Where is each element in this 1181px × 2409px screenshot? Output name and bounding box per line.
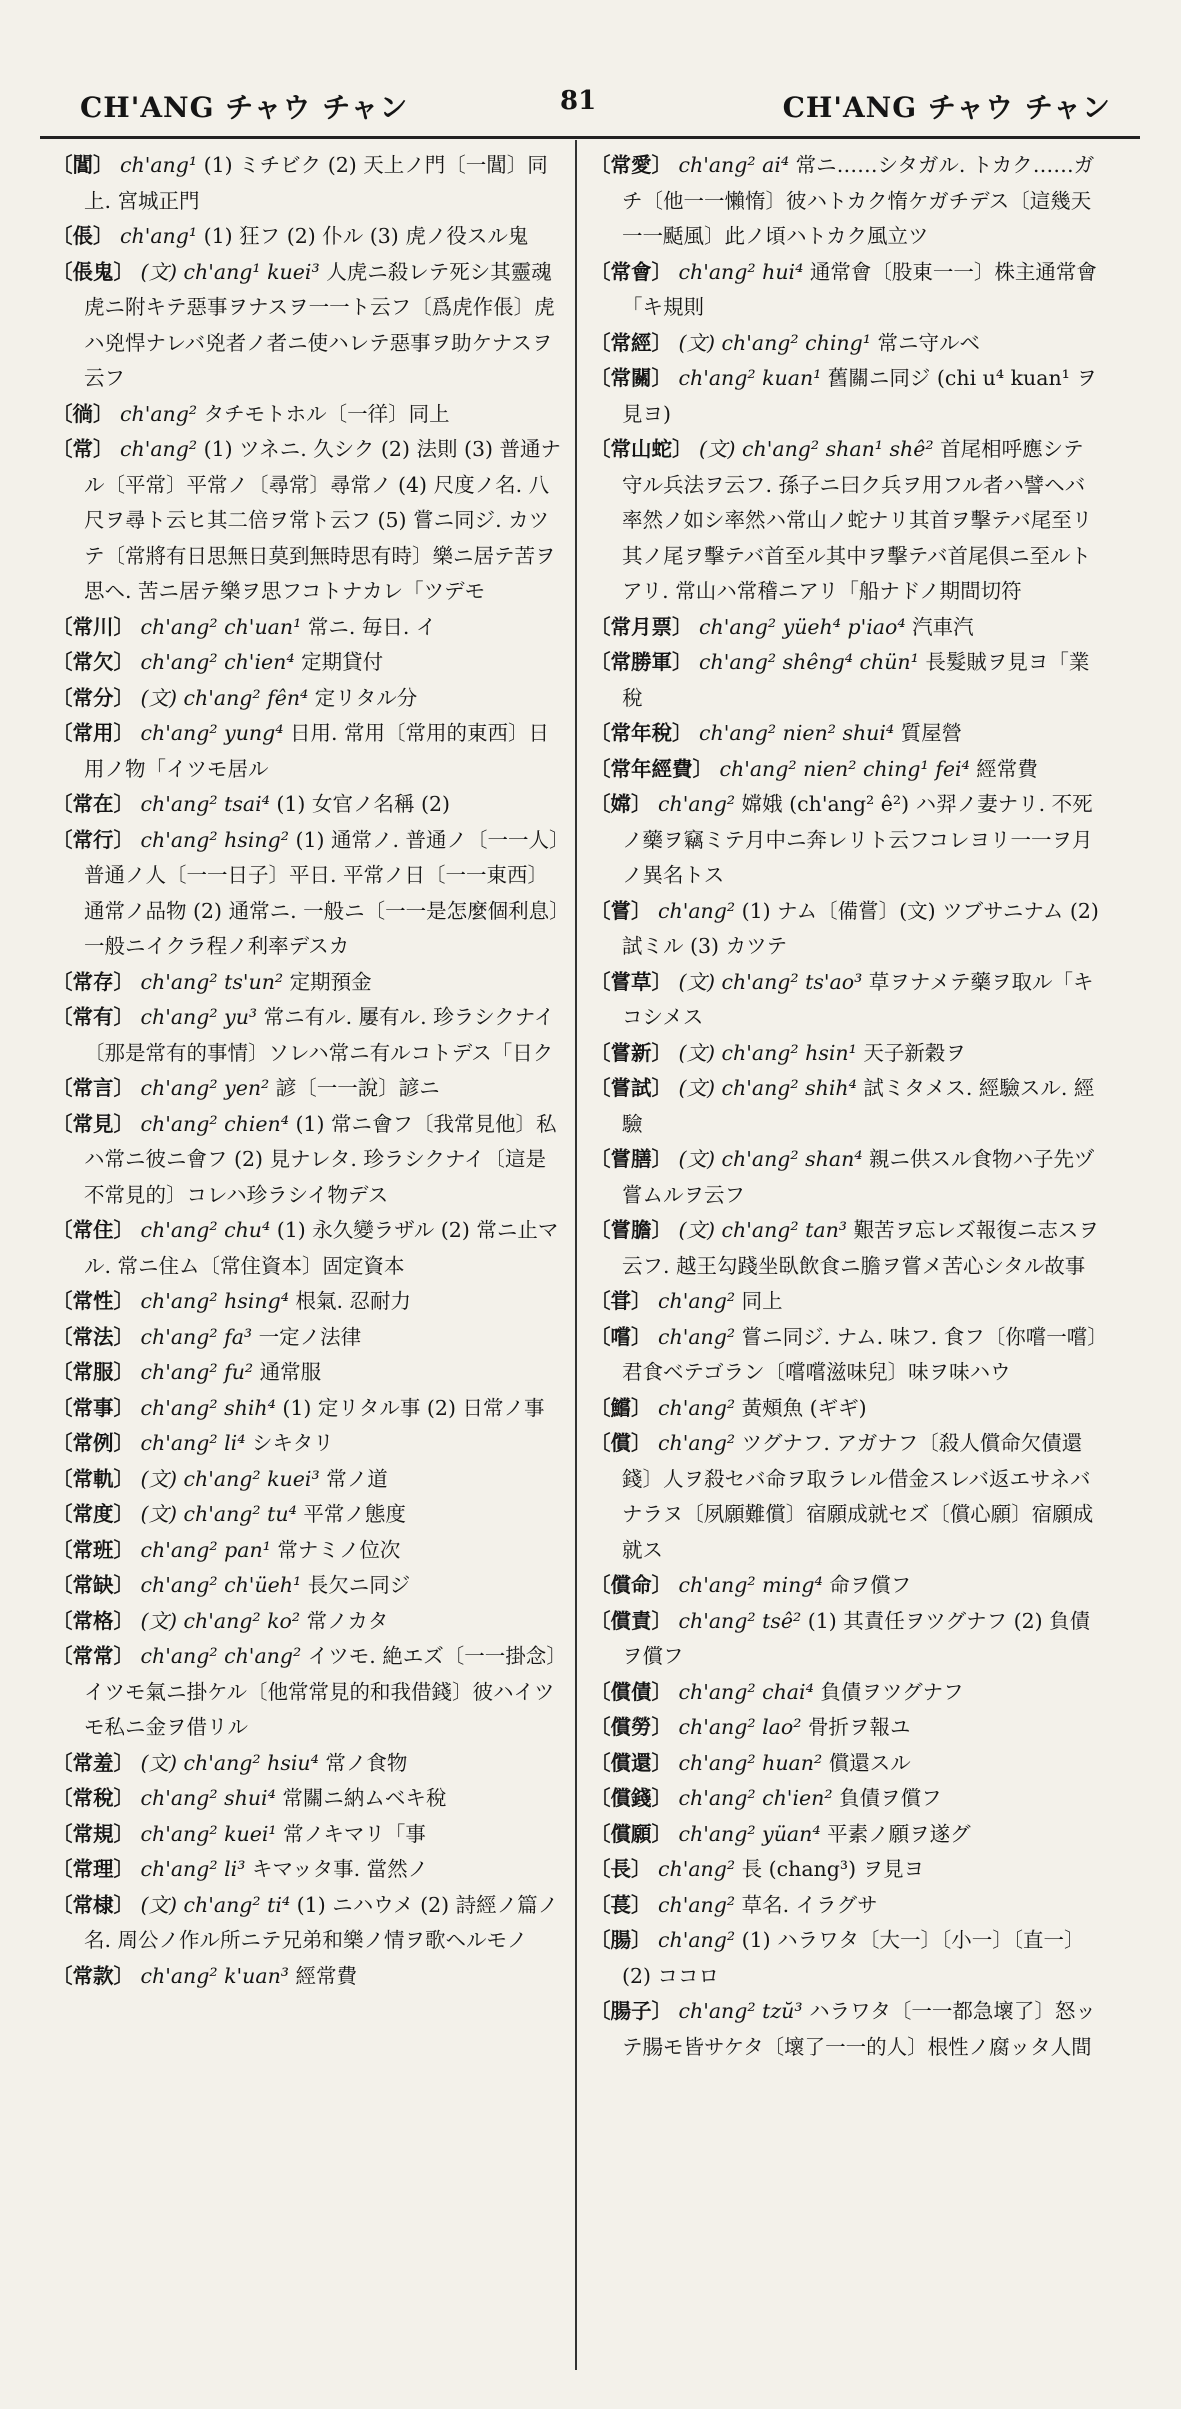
entry-definition: (1) 其責任ヲツグナフ (2) 負債ヲ償フ [622,1608,1091,1668]
dictionary-entry [590,645,1100,716]
entry-definition: シキタリ [245,1431,334,1455]
entry-definition: 長髮賊ヲ見ヨ「業稅 [622,650,1090,710]
entry-headword: 〔常用〕 [52,721,134,745]
entry-romanization: (文) ch'ang² shan¹ shê² [692,437,934,461]
dictionary-entry [52,787,562,823]
dictionary-entry [590,610,1100,646]
entry-romanization: ch'ang² shui⁴ [134,1786,276,1810]
entry-headword: 〔常理〕 [52,1857,134,1881]
entry-definition: 質屋營 [894,721,963,745]
entry-headword: 〔償願〕 [590,1821,672,1846]
entry-headword: 〔常愛〕 [590,153,672,177]
entry-definition: (1) ツネニ. 久シク (2) 法則 (3) 普通ナル〔平常〕平常ノ〔尋常〕尋常ノ (4) 尺度ノ名. 八尺ヲ尋ト云ヒ其二倍ヲ常ト云フ (5) 嘗ニ同ジ. カツテ〔常將有日思無日莫到無時思有時〕樂ニ居テ苦ヲ思ヘ. 苦ニ居テ樂ヲ思フコトナカレ「ツデモ [84,437,562,603]
entry-romanization: (文) ch'ang² kuei³ [134,1466,320,1491]
entry-definition: 常ニ. 毎日. イ [301,614,437,639]
entry-headword: 〔常經〕 [590,330,672,355]
dictionary-entry [52,219,562,255]
entry-headword: 〔嘗草〕 [590,969,672,994]
entry-headword: 〔常棣〕 [52,1892,134,1917]
entry-definition: 嫦娥 (ch'ang² ê²) ハ羿ノ妻ナリ. 不死ノ藥ヲ竊ミテ月中ニ奔レリト云フコレヨリ一一ヲ月ノ異名トス [622,792,1093,887]
entry-romanization: ch'ang² tsê² [672,1608,802,1633]
right-column [590,148,1100,2065]
column-divider [575,140,577,2370]
entry-definition: ツグナフ. アガナフ〔殺人償命欠債還錢〕人ヲ殺セバ命ヲ取ラレル借金スレバ返エサネバナラヌ〔夙願難償〕宿願成就セズ〔償心願〕宿願成就ス [622,1431,1094,1562]
entry-definition: 一定ノ法律 [252,1324,362,1349]
dictionary-entry [52,432,562,610]
dictionary-entry [590,1781,1100,1817]
dictionary-entry [52,1604,562,1640]
dictionary-entry [52,1462,562,1498]
entry-headword: 〔常款〕 [52,1963,134,1988]
entry-romanization: ch'ang² shih⁴ [134,1395,276,1420]
dictionary-entry [590,1923,1100,1994]
entry-headword: 〔常存〕 [52,969,134,994]
entry-romanization: ch'ang² hsing⁴ [134,1289,289,1313]
entry-definition: 常ノカタ [300,1608,389,1633]
entry-definition: (1) ナム〔備嘗〕(文) ツブサニナム (2) 試ミル (3) カツテ [622,898,1099,958]
entry-romanization: ch'ang² [113,437,198,461]
dictionary-entry [590,752,1100,788]
entry-headword: 〔倀〕 [52,224,114,248]
header-rule [40,136,1140,139]
entry-romanization: ch'ang² tsai⁴ [134,792,270,816]
entry-definition: 日用. 常用〔常用的東西〕日用ノ物「イツモ居ル [84,721,550,781]
entry-definition: (1) 通常ノ. 普通ノ〔一一人〕普通ノ人〔一一日子〕平日. 平常ノ日〔一一東西〕通常ノ品物 (2) 通常ニ. 一般ニ〔一一是怎麼個利息〕一般ニイクラ程ノ利率デスカ [84,827,560,958]
entry-headword: 〔常月票〕 [590,614,693,639]
header-left-running-title: CH'ANG チャウ チャン [80,91,409,124]
entry-definition: 定リタル分 [308,685,418,710]
dictionary-entry [52,148,562,219]
entry-definition: 常ニ有ル. 屢有ル. 珍ラシクナイ〔那是常有的事情〕ソレハ常ニ有ルコトデス「日ク [84,1005,555,1065]
entry-definition: 定期預金 [283,969,372,994]
entry-definition: 經常費 [969,756,1038,781]
entry-headword: 〔長〕 [590,1857,652,1881]
entry-definition: 艱苦ヲ忘レズ報復ニ志スヲ云フ. 越王勾踐坐臥飲食ニ膽ヲ嘗メ苦心シタル故事 [622,1218,1099,1278]
entry-romanization: ch'ang² ming⁴ [672,1573,823,1597]
entry-romanization: ch'ang² tzŭ³ [672,1999,803,2023]
dictionary-entry [590,148,1100,255]
dictionary-entry [590,894,1100,965]
entry-headword: 〔常在〕 [52,792,134,816]
entry-romanization: (文) ch'ang² ko² [134,1608,301,1633]
dictionary-entry [52,1355,562,1391]
dictionary-entry [590,787,1100,894]
entry-definition: 同上 [735,1289,783,1313]
entry-romanization: ch'ang² li³ [134,1857,246,1881]
dictionary-entry [52,823,562,965]
dictionary-entry [590,1142,1100,1213]
entry-headword: 〔嚐〕 [590,1324,652,1349]
dictionary-entry [52,1817,562,1853]
dictionary-entry [590,716,1100,752]
entry-headword: 〔償錢〕 [590,1786,672,1810]
entry-headword: 〔常常〕 [52,1644,134,1668]
entry-headword: 〔嘗〕 [590,898,652,923]
entry-romanization: (文) ch'ang² fên⁴ [134,685,309,710]
entry-romanization: ch'ang² fu² [134,1360,254,1384]
entry-definition: (1) ニハウメ (2) 詩經ノ篇ノ名. 周公ノ作ル所ニテ兄弟和樂ノ情ヲ歌ヘルモノ [84,1892,559,1952]
dictionary-entry [590,326,1100,362]
entry-romanization: ch'ang² chu⁴ [134,1218,271,1242]
entry-headword: 〔常行〕 [52,827,134,852]
entry-definition: 平素ノ願ヲ遂グ [820,1821,971,1846]
dictionary-entry [52,645,562,681]
entry-definition: 汽車汽 [905,614,974,639]
entry-headword: 〔常勝軍〕 [590,650,693,674]
entry-headword: 〔常年經費〕 [590,756,713,781]
entry-definition: 常ノキマリ「事 [276,1821,426,1846]
dictionary-entry [590,1604,1100,1675]
dictionary-entry [52,1497,562,1533]
entry-definition: 首尾相呼應シテ守ル兵法ヲ云フ. 孫子ニ曰ク兵ヲ用フル者ハ譬ヘバ率然ノ如シ率然ハ常山ノ蛇ナリ其首ヲ擊テバ尾至リ其ノ尾ヲ擊テバ首至ル其中ヲ擊テバ首尾倶ニ至ルトアリ. 常山ハ常稽ニアリ「船ナドノ期間切符 [622,437,1093,603]
entry-romanization: ch'ang² li⁴ [134,1431,246,1455]
entry-definition: 草名. イラグサ [735,1892,878,1917]
dictionary-entry [590,1426,1100,1568]
entry-definition: 長欠ニ同ジ [301,1573,411,1597]
left-column [52,148,562,1994]
entry-headword: 〔常川〕 [52,614,134,639]
entry-headword: 〔常見〕 [52,1111,134,1136]
page-header [0,80,1181,140]
entry-definition: 常關ニ納ムベキ稅 [275,1786,447,1810]
dictionary-entry [590,1746,1100,1782]
entry-definition: (1) ミチビク (2) 天上ノ門〔一閶〕同上. 宮城正門 [84,153,548,213]
entry-romanization: ch'ang² [651,792,736,816]
dictionary-entry [590,361,1100,432]
entry-headword: 〔常年稅〕 [590,721,693,745]
dictionary-entry [52,1213,562,1284]
entry-headword: 〔常服〕 [52,1360,134,1384]
entry-headword: 〔常會〕 [590,259,672,284]
entry-headword: 〔常欠〕 [52,650,134,674]
dictionary-entry [590,965,1100,1036]
entry-romanization: ch'ang² ch'ien² [672,1786,833,1810]
dictionary-entry [590,1284,1100,1320]
dictionary-entry [590,255,1100,326]
entry-romanization: ch'ang² hui⁴ [672,259,804,284]
entry-romanization: ch'ang² [651,1289,736,1313]
dictionary-entry [590,1213,1100,1284]
entry-romanization: ch'ang² chien⁴ [134,1111,289,1136]
entry-headword: 〔償命〕 [590,1573,672,1597]
dictionary-entry [52,1107,562,1214]
entry-definition: 定期貸付 [294,650,384,674]
dictionary-entry [590,1852,1100,1888]
dictionary-entry [52,1391,562,1427]
entry-definition: 試ミタメス. 經驗スル. 經驗 [622,1076,1095,1136]
entry-definition: (1) 永久變ラザル (2) 常ニ止マル. 常ニ住ム〔常住資本〕固定資本 [84,1218,559,1278]
entry-headword: 〔常稅〕 [52,1786,134,1810]
entry-romanization: ch'ang² yu³ [134,1005,258,1029]
entry-headword: 〔嘗試〕 [590,1076,672,1100]
entry-romanization: ch'ang² ch'ien⁴ [134,650,295,674]
entry-romanization: (文) ch'ang² ti⁴ [134,1892,291,1917]
dictionary-entry [52,1888,562,1959]
entry-definition: 命ヲ償フ [822,1573,912,1597]
entry-headword: 〔鱨〕 [590,1395,652,1420]
entry-romanization: ch'ang² lao² [672,1715,802,1739]
entry-romanization: (文) ch'ang² ts'ao³ [672,969,863,994]
dictionary-entry [52,1746,562,1782]
header-right-running-title: CH'ANG チャウ チャン [782,91,1111,124]
entry-headword: 〔常度〕 [52,1502,134,1526]
entry-definition: イツモ. 絶エズ〔一一掛念〕イツモ氣ニ掛ケル〔他常常見的和我借錢〕彼ハイツモ私ニ金ヲ借リル [84,1644,557,1739]
entry-definition: 親ニ供スル食物ハ子先ヅ嘗ムルヲ云フ [622,1147,1095,1207]
entry-headword: 〔常法〕 [52,1324,134,1349]
entry-headword: 〔常〕 [52,437,114,461]
entry-romanization: ch'ang² kuan¹ [672,366,822,390]
entry-headword: 〔償〕 [590,1431,652,1455]
entry-headword: 〔常格〕 [52,1608,134,1633]
entry-romanization: ch'ang² ch'üeh¹ [134,1573,302,1597]
entry-romanization: ch'ang² kuei¹ [134,1821,277,1846]
dictionary-entry [52,1000,562,1071]
entry-romanization: (文) ch'ang¹ kuei³ [134,259,320,284]
entry-romanization: ch'ang² [651,1324,736,1349]
entry-romanization: ch'ang¹ [113,153,198,177]
entry-romanization: ch'ang² yüeh⁴ p'iao⁴ [692,614,906,639]
entry-definition: (1) 狂フ (2) 仆ル (3) 虎ノ役スル鬼 [197,224,529,248]
entry-headword: 〔償債〕 [590,1679,672,1704]
dictionary-entry [52,1284,562,1320]
entry-headword: 〔常分〕 [52,685,134,710]
entry-headword: 〔償責〕 [590,1608,672,1633]
entry-headword: 〔常事〕 [52,1395,134,1420]
entry-headword: 〔常言〕 [52,1076,134,1100]
dictionary-entry [590,1994,1100,2065]
entry-definition: 經常費 [289,1963,358,1988]
entry-romanization: ch'ang² yüan⁴ [672,1821,821,1846]
dictionary-entry [590,1036,1100,1072]
dictionary-entry [590,1391,1100,1427]
entry-headword: 〔常規〕 [52,1821,134,1846]
entry-romanization: (文) ch'ang² shih⁴ [672,1076,857,1100]
entry-definition: 舊關ニ同ジ (chi u⁴ kuan¹ ヲ見ヨ) [622,366,1097,426]
entry-headword: 〔常缺〕 [52,1573,134,1597]
entry-headword: 〔嘗新〕 [590,1040,672,1065]
dictionary-entry [52,1852,562,1888]
entry-definition: 長 (chang³) ヲ見ヨ [735,1857,925,1881]
entry-definition: タチモトホル〔一徉〕同上 [197,401,450,426]
entry-headword: 〔常關〕 [590,366,672,390]
dictionary-entry [52,610,562,646]
entry-definition: 骨折ヲ報ユ [801,1715,911,1739]
dictionary-entry [52,1320,562,1356]
entry-romanization: ch'ang² huan² [672,1750,823,1775]
dictionary-entry [590,1071,1100,1142]
dictionary-entry [52,681,562,717]
entry-definition: (1) ハラワタ〔大一〕〔小一〕〔直一〕(2) ココロ [622,1928,1085,1988]
entry-romanization: ch'ang² [651,898,736,923]
entry-headword: 〔嘗膽〕 [590,1218,672,1242]
dictionary-entry [590,1675,1100,1711]
dictionary-entry [52,716,562,787]
entry-headword: 〔徜〕 [52,401,114,426]
entry-romanization: ch'ang² ch'ang² [134,1644,302,1668]
dictionary-entry [52,1639,562,1746]
entry-headword: 〔償還〕 [590,1750,672,1775]
entry-headword: 〔嫦〕 [590,792,652,816]
entry-romanization: (文) ch'ang² tu⁴ [134,1502,297,1526]
entry-definition: (1) 女官ノ名稱 (2) [269,792,451,816]
entry-romanization: ch'ang² ai⁴ [672,153,790,177]
entry-definition: 嘗ニ同ジ. ナム. 味フ. 食フ〔你嚐一嚐〕君食ベテゴラン〔嚐嚐滋味兒〕味ヲ味ハウ [622,1324,1098,1384]
entry-definition: 償還スル [822,1750,911,1775]
entry-romanization: ch'ang² yen² [134,1076,270,1100]
entry-definition: 草ヲナメテ藥ヲ取ル「キコシメス [622,969,1094,1029]
entry-headword: 〔償勞〕 [590,1715,672,1739]
entry-definition: ハラワタ〔一一都急壞了〕怒ッテ腸モ皆サケタ〔壞了一一的人〕根性ノ腐ッタ人間 [622,1999,1096,2059]
dictionary-entry [52,255,562,397]
entry-romanization: (文) ch'ang² tan³ [672,1218,848,1242]
entry-romanization: (文) ch'ang² shan⁴ [672,1147,863,1171]
dictionary-entry [52,1568,562,1604]
entry-headword: 〔腸〕 [590,1928,652,1952]
entry-headword: 〔常有〕 [52,1005,134,1029]
dictionary-entry [590,1817,1100,1853]
dictionary-entry [52,1533,562,1569]
entry-definition: 諺〔一一說〕諺ニ [269,1076,440,1100]
entry-headword: 〔閶〕 [52,153,114,177]
dictionary-entry [590,1710,1100,1746]
entry-headword: 〔常住〕 [52,1218,134,1242]
entry-definition: 根氣. 忍耐力 [288,1289,412,1313]
entry-romanization: ch'ang² nien² ching¹ fei⁴ [713,756,970,781]
entry-definition: 常ノ道 [319,1466,388,1491]
dictionary-entry [52,1426,562,1462]
entry-definition: 負債ヲ償フ [832,1786,942,1810]
dictionary-entry [590,1888,1100,1924]
entry-romanization: ch'ang² hsing² [134,827,289,852]
dictionary-entry [590,1568,1100,1604]
entry-romanization: ch'ang² k'uan³ [134,1963,290,1988]
entry-definition: 天子新穀ヲ [856,1040,966,1065]
entry-romanization: ch'ang² nien² shui⁴ [692,721,895,745]
entry-romanization: ch'ang² [651,1857,736,1881]
entry-romanization: (文) ch'ang² ching¹ [672,330,871,355]
entry-headword: 〔倀鬼〕 [52,259,134,284]
dictionary-entry [52,1071,562,1107]
entry-romanization: ch'ang² chai⁴ [672,1679,814,1704]
entry-romanization: ch'ang² [651,1395,736,1420]
entry-romanization: (文) ch'ang² hsin¹ [672,1040,857,1065]
entry-romanization: ch'ang² ch'uan¹ [134,614,302,639]
entry-definition: 常ニ守ルベ [870,330,980,355]
entry-definition: キマッタ事. 當然ノ [245,1857,429,1881]
entry-headword: 〔常羞〕 [52,1750,134,1775]
entry-romanization: ch'ang² pan¹ [134,1537,271,1562]
dictionary-entry [52,1781,562,1817]
entry-headword: 〔常性〕 [52,1289,134,1313]
dictionary-entry [52,1959,562,1995]
entry-definition: 黃頰魚 (ギギ) [735,1395,867,1420]
entry-definition: 人虎ニ殺レテ死シ其靈魂虎ニ附キテ惡事ヲナスヲ一一ト云フ〔爲虎作倀〕虎ハ兇悍ナレバ兇者ノ者ニ使ハレテ惡事ヲ助ケナスヲ云フ [84,259,555,390]
dictionary-entry [52,965,562,1001]
entry-definition: (1) 定リタル事 (2) 日常ノ事 [275,1395,545,1420]
entry-definition: 常ニ……シタガル. トカク……ガチ〔他一一懶惰〕彼ハトカク惰ケガチデス〔這幾天一一颳風〕此ノ頃ハトカク風立ツ [622,153,1095,248]
entry-definition: 平常ノ態度 [296,1502,406,1526]
entry-headword: 〔萇〕 [590,1892,652,1917]
dictionary-entry [590,1320,1100,1391]
entry-romanization: ch'ang² fa³ [134,1324,253,1349]
entry-definition: 負債ヲツグナフ [813,1679,964,1704]
entry-definition: 常ノ食物 [318,1750,408,1775]
page-number: 81 [560,86,597,116]
entry-romanization: ch'ang² shêng⁴ chün¹ [692,650,919,674]
entry-definition: (1) 常ニ會フ〔我常見他〕私ハ常ニ彼ニ會フ (2) 見ナレタ. 珍ラシクナイ〔這是不常見的〕コレハ珍ラシイ物デス [84,1111,557,1207]
entry-headword: 〔甞〕 [590,1289,652,1313]
entry-romanization: ch'ang² ts'un² [134,969,284,994]
entry-definition: 通常服 [253,1360,322,1384]
entry-romanization: ch'ang² [113,401,198,426]
entry-headword: 〔常班〕 [52,1537,134,1562]
entry-romanization: ch'ang² [651,1892,736,1917]
entry-headword: 〔常山蛇〕 [590,437,693,461]
entry-definition: 常ナミノ位次 [270,1537,401,1562]
dictionary-entry [590,432,1100,610]
entry-headword: 〔常例〕 [52,1431,134,1455]
entry-romanization: ch'ang² [651,1431,736,1455]
entry-romanization: ch'ang¹ [113,224,198,248]
entry-headword: 〔腸子〕 [590,1999,672,2023]
entry-romanization: (文) ch'ang² hsiu⁴ [134,1750,319,1775]
entry-romanization: ch'ang² yung⁴ [134,721,284,745]
entry-definition: 通常會〔股東一一〕株主通常會「キ規則 [622,259,1097,319]
entry-romanization: ch'ang² [651,1928,736,1952]
entry-headword: 〔常軌〕 [52,1466,134,1491]
dictionary-entry [52,397,562,433]
entry-headword: 〔嘗膳〕 [590,1147,672,1171]
